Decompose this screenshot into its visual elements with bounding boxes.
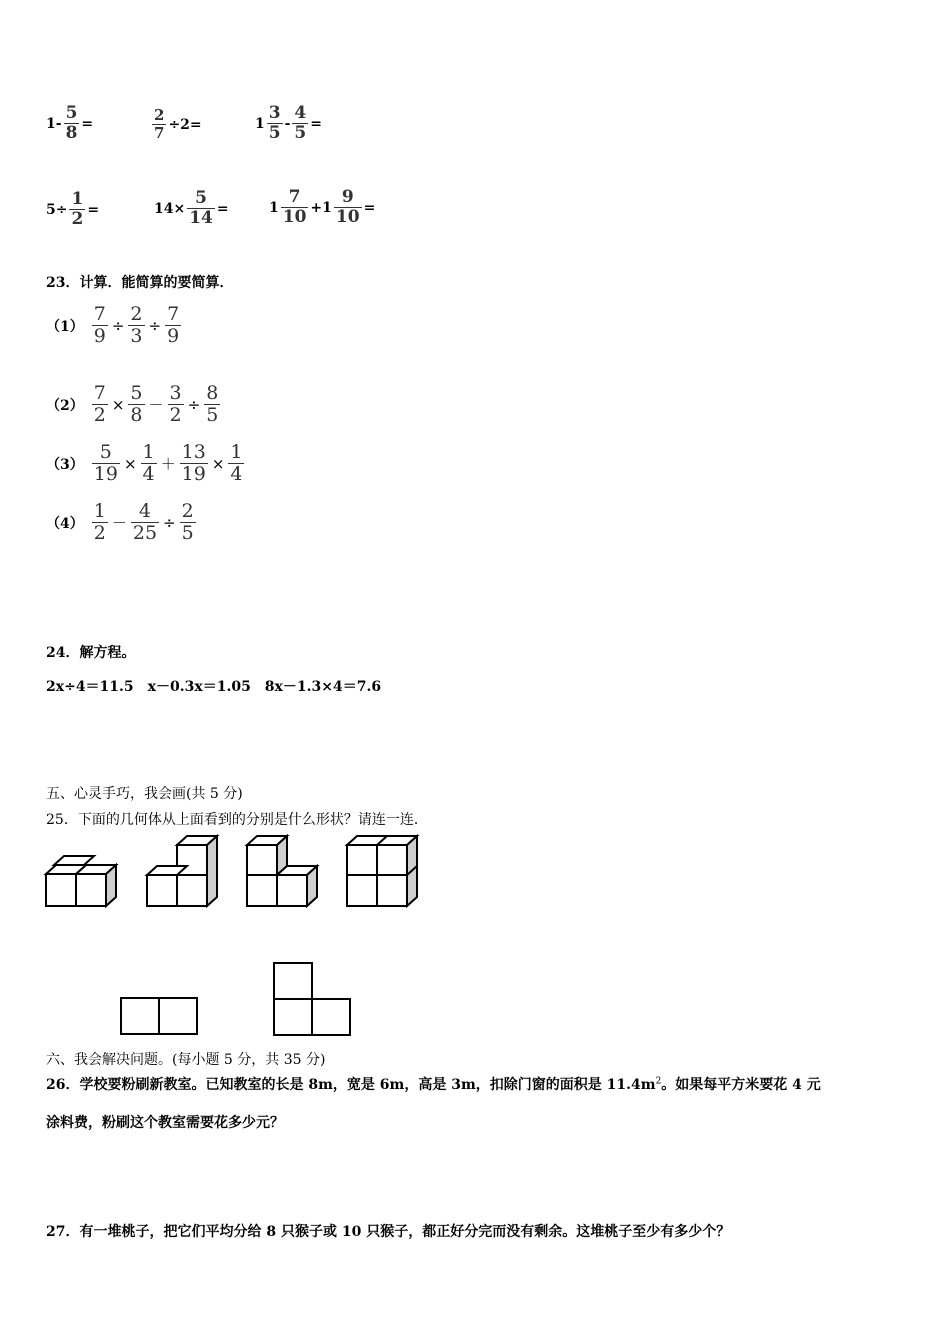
operator: ÷ [111, 316, 125, 335]
suffix: = [310, 115, 322, 132]
item-label: （3） [46, 456, 84, 473]
numerator: 7 [93, 303, 106, 325]
square [274, 963, 312, 999]
solid-figure-3 [245, 836, 325, 911]
numerator: 3 [169, 382, 182, 404]
suffix: = [81, 115, 94, 132]
operator: － [148, 396, 164, 414]
denominator: 3 [130, 325, 143, 347]
cube-face [277, 875, 307, 906]
numerator: 7 [93, 382, 106, 404]
cube-face [347, 845, 377, 875]
operator: － [111, 514, 127, 532]
prefix: 5÷ [46, 201, 68, 218]
q24-equations: 2x÷4＝11.5 x－0.3x＝1.05 8x－1.3×4＝7.6 [46, 679, 382, 695]
fraction [281, 188, 309, 227]
square [274, 999, 312, 1035]
q26-text-a: 26．学校要粉刷新教室。已知教室的长是 8m，宽是 6m，高是 3m，扣除门窗的面积是 11.4m [46, 1077, 656, 1093]
q23-title: 23．计算．能简算的要简算． [46, 275, 234, 291]
fraction [69, 190, 85, 229]
cube-face [177, 875, 207, 906]
oral-calc-6 [269, 188, 375, 227]
operator: - [284, 115, 291, 132]
fraction [228, 442, 244, 485]
cube-face [46, 874, 76, 906]
cube-face [247, 875, 277, 906]
denominator: 19 [181, 463, 206, 485]
oral-calc-1 [46, 104, 93, 143]
fraction [64, 104, 80, 143]
solid-figure-2 [145, 836, 220, 911]
fraction [334, 188, 362, 227]
fraction [92, 383, 108, 426]
square [121, 998, 159, 1034]
denominator: 4 [230, 463, 243, 485]
fraction [165, 304, 181, 347]
q26-text-b: 。如果每平方米要花 4 元 [661, 1077, 821, 1093]
fraction [168, 383, 184, 426]
denominator: 2 [93, 404, 106, 426]
denominator: 9 [167, 325, 180, 347]
cube-face [54, 856, 94, 865]
fraction [92, 501, 108, 544]
top-view-b [272, 961, 352, 1039]
numerator: 4 [138, 500, 151, 522]
suffix: = [87, 201, 100, 218]
operator: ÷ [163, 513, 176, 532]
solid-figure-4 [345, 836, 425, 911]
denominator: 2 [71, 209, 84, 229]
numerator: 5 [195, 188, 207, 208]
section-6-title: 六、我会解决问题。(每小题 5 分，共 35 分) [46, 1052, 326, 1068]
fraction [204, 383, 220, 426]
oral-calc-2 [150, 107, 202, 142]
whole: 1 [255, 115, 265, 132]
cube-face [247, 845, 277, 875]
numerator: 7 [288, 187, 301, 207]
numerator: 1 [142, 441, 155, 463]
fraction [131, 501, 159, 544]
superscript: 2 [655, 1076, 662, 1087]
denominator: 7 [154, 124, 165, 142]
cube-face [377, 875, 407, 906]
operator: × [123, 454, 137, 473]
fraction [141, 442, 157, 485]
numerator: 2 [130, 303, 143, 325]
oral-calc-4 [46, 190, 99, 229]
numerator: 7 [167, 303, 180, 325]
numerator: 9 [341, 187, 354, 207]
numerator: 4 [294, 103, 307, 123]
fraction [267, 104, 283, 143]
denominator: 8 [65, 123, 78, 143]
denominator: 5 [294, 123, 307, 143]
numerator: 1 [230, 441, 243, 463]
numerator: 5 [99, 441, 112, 463]
denominator: 5 [268, 123, 281, 143]
denominator: 8 [130, 404, 143, 426]
q26-line-2: 涂料费，粉刷这个教室需要花多少元？ [46, 1115, 284, 1131]
numerator: 3 [268, 103, 281, 123]
square [159, 998, 197, 1034]
denominator: 5 [206, 404, 219, 426]
denominator: 14 [189, 208, 213, 228]
section-5-title: 五、心灵手巧，我会画(共 5 分) [46, 786, 243, 802]
q23-item-3 [46, 442, 246, 485]
q23-item-4 [46, 501, 198, 544]
denominator: 10 [282, 207, 307, 227]
suffix: ÷2= [168, 116, 202, 133]
q25-title: 25．下面的几何体从上面看到的分别是什么形状？请连一连． [46, 812, 428, 828]
denominator: 9 [93, 325, 106, 347]
denominator: 5 [181, 522, 194, 544]
item-label: （4） [46, 515, 84, 532]
q26-line-1 [46, 1074, 821, 1094]
operator: ＋ [160, 455, 176, 473]
numerator: 13 [181, 441, 206, 463]
prefix: 14× [154, 200, 186, 217]
fraction [292, 104, 308, 143]
denominator: 2 [93, 522, 106, 544]
denominator: 25 [132, 522, 158, 544]
denominator: 2 [169, 404, 182, 426]
numerator: 5 [65, 103, 78, 123]
numerator: 2 [154, 106, 165, 124]
cube-face [347, 875, 377, 906]
fraction [92, 304, 108, 347]
q23-item-2 [46, 383, 222, 426]
numerator: 1 [93, 500, 106, 522]
operator: × [111, 395, 125, 414]
q27-text: 27．有一堆桃子，把它们平均分给 8 只猴子或 10 只猴子，都正好分完而没有剩余。这堆桃子至少有多少个？ [46, 1224, 731, 1240]
fraction [180, 501, 196, 544]
cube-face [76, 874, 106, 906]
square [312, 999, 350, 1035]
item-label: （2） [46, 397, 84, 414]
prefix: 1- [46, 115, 62, 132]
numerator: 8 [206, 382, 219, 404]
q23-item-1 [46, 304, 183, 347]
fraction [128, 304, 144, 347]
numerator: 5 [130, 382, 143, 404]
suffix: = [363, 199, 376, 216]
fraction [92, 442, 120, 485]
cube-face [147, 875, 177, 906]
oral-calc-3 [255, 104, 322, 143]
numerator: 2 [181, 500, 194, 522]
cube-face [207, 836, 217, 906]
suffix: = [216, 200, 229, 217]
operator: ÷ [148, 316, 162, 335]
cube-face [377, 845, 407, 875]
numerator: 1 [71, 189, 84, 209]
denominator: 19 [93, 463, 118, 485]
fraction [180, 442, 208, 485]
fraction [128, 383, 144, 426]
q24-title: 24．解方程。 [46, 645, 136, 661]
operator: × [211, 454, 225, 473]
fraction [152, 107, 166, 142]
operator: ÷ [187, 395, 201, 414]
denominator: 4 [142, 463, 155, 485]
operator: +1 [310, 199, 332, 216]
top-view-a [119, 996, 199, 1038]
solid-figure-1 [44, 856, 119, 911]
denominator: 10 [335, 207, 360, 227]
fraction [187, 189, 215, 228]
oral-calc-5 [154, 189, 229, 228]
whole: 1 [269, 199, 279, 216]
item-label: （1） [46, 318, 84, 335]
